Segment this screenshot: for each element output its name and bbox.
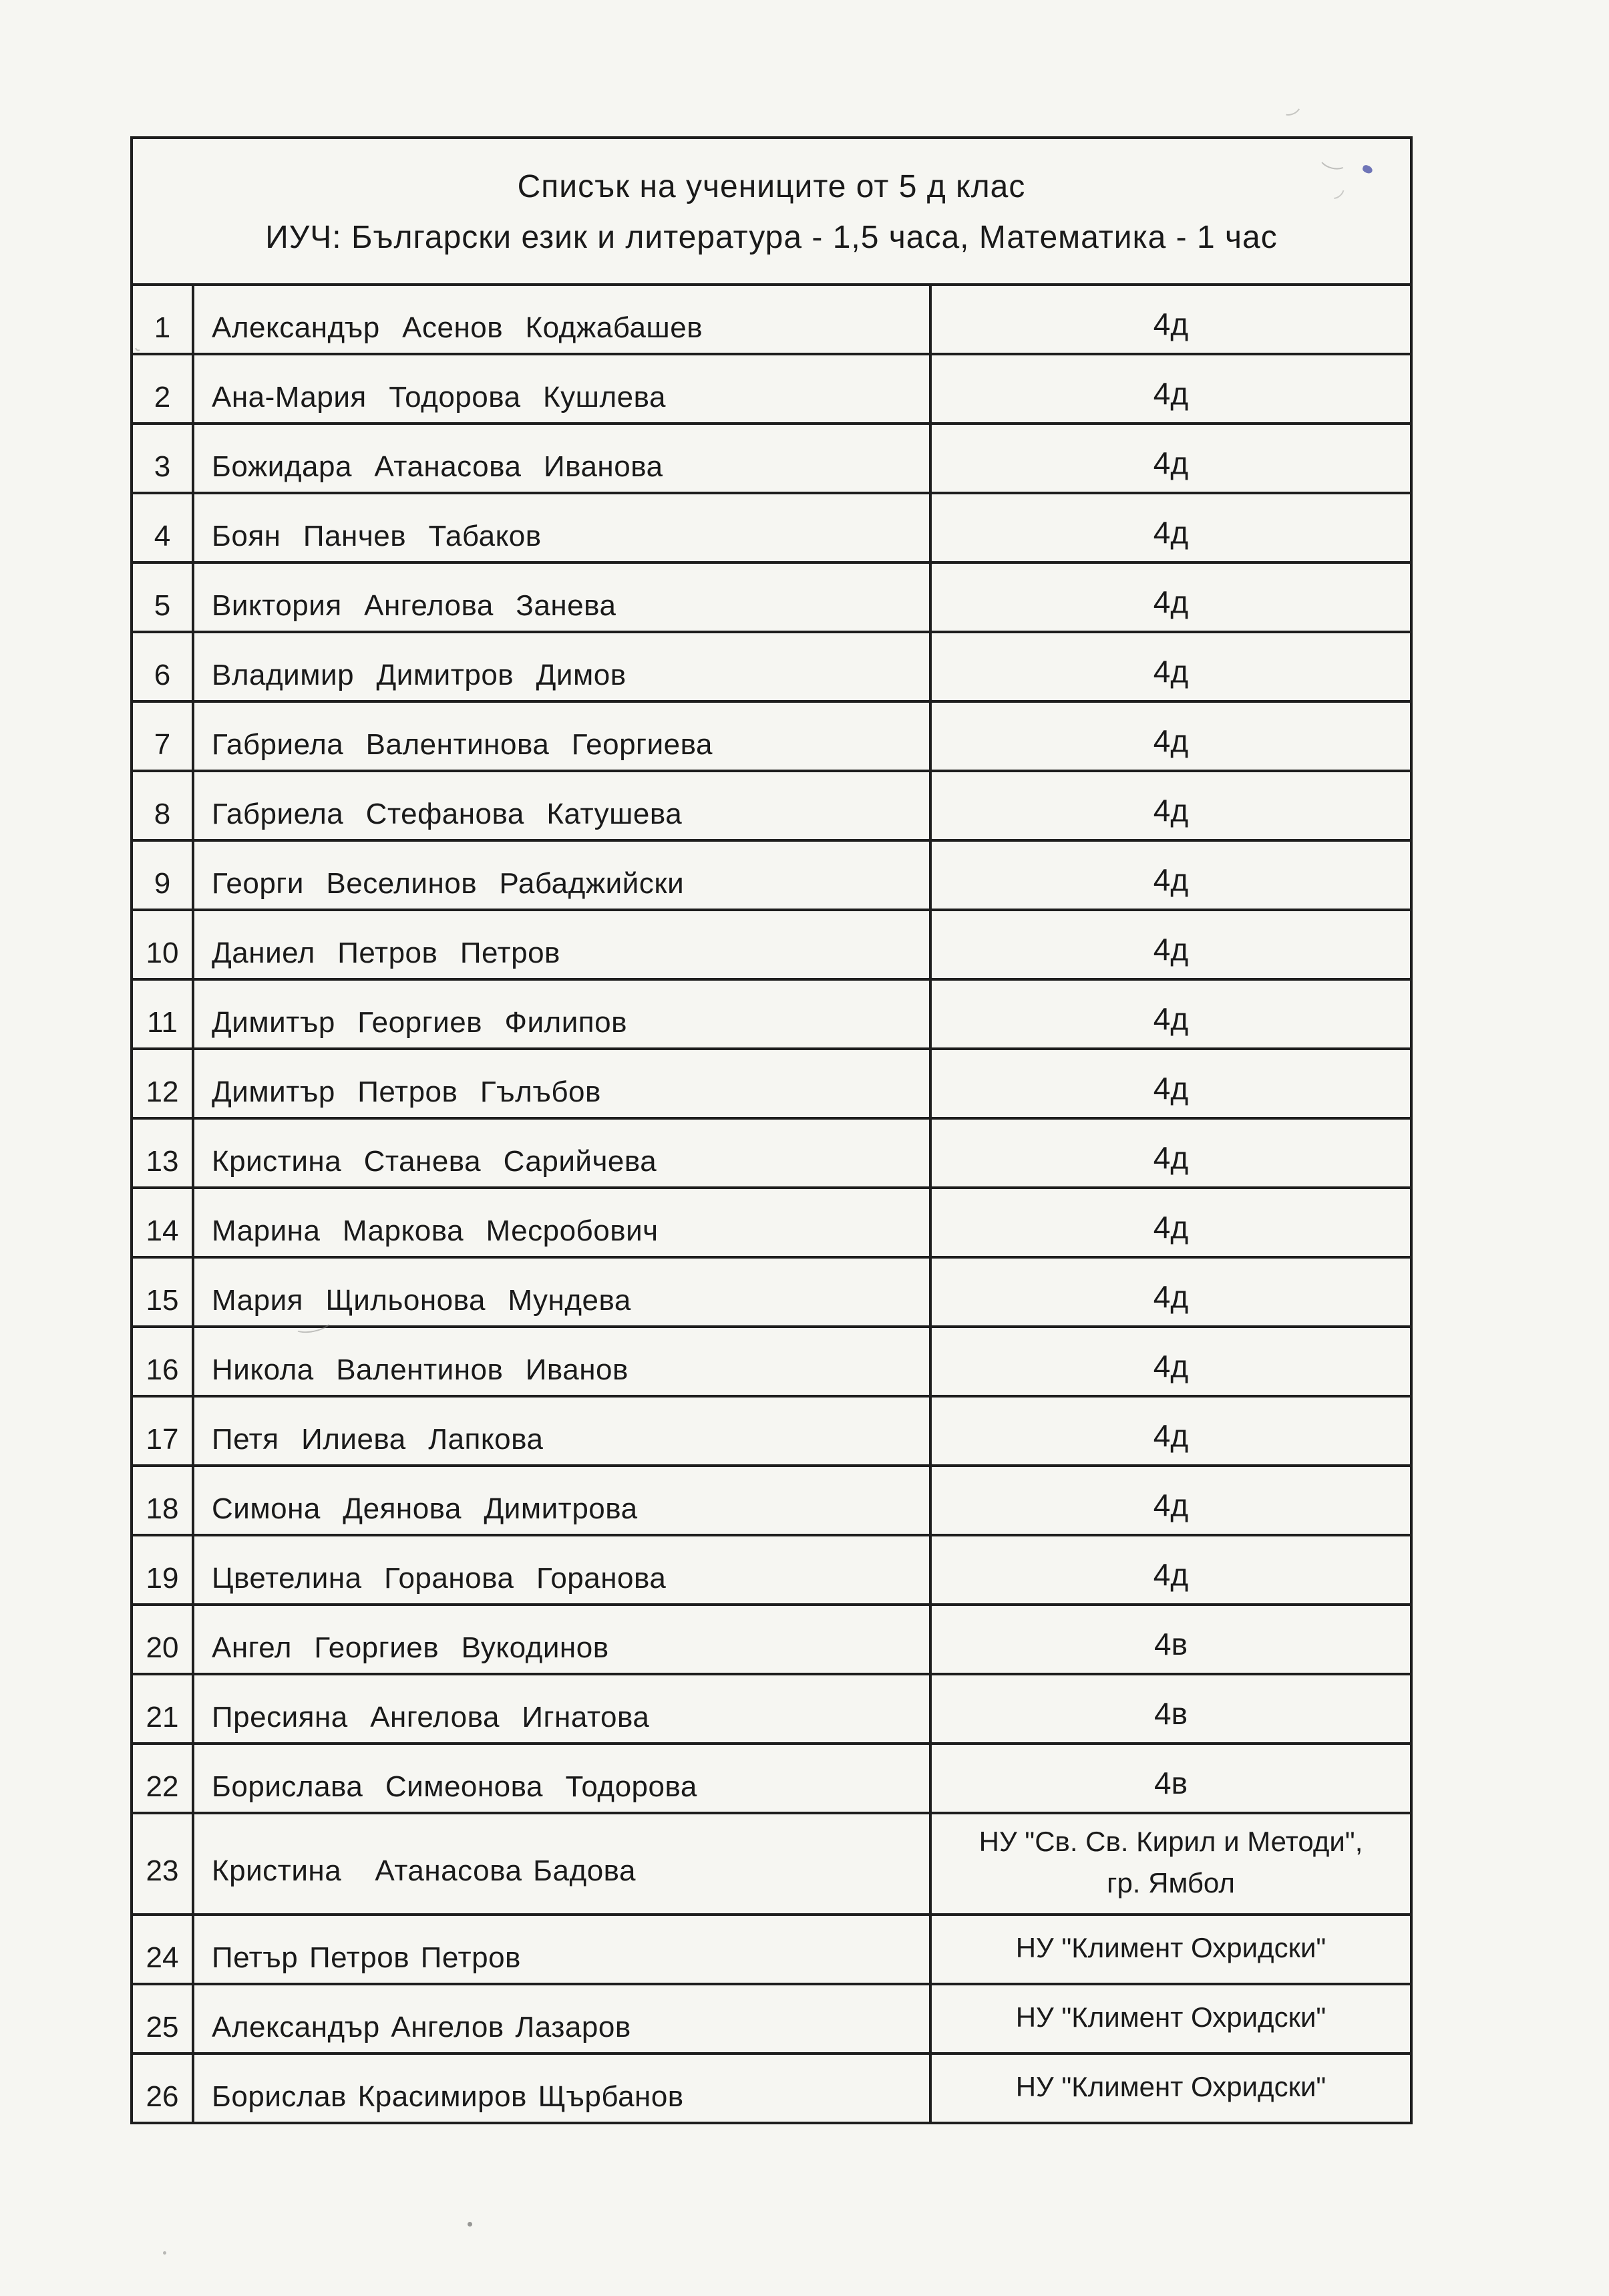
row-number: 11 (132, 979, 193, 1049)
class-or-school-line: 4д (1153, 654, 1189, 689)
row-number: 14 (132, 1188, 193, 1257)
class-or-school-line: 4д (1153, 307, 1189, 341)
class-or-school-line: 4д (1153, 862, 1189, 897)
student-name: Борислава Симеонова Тодорова (193, 1744, 930, 1813)
scan-speck (163, 2251, 166, 2255)
class-or-school (930, 1188, 1411, 1257)
table-row (132, 1466, 1411, 1535)
student-name: Кристина Атанасова Бадова (193, 1813, 930, 1915)
student-name: Божидара Атанасова Иванова (193, 424, 930, 493)
student-name: Петър Петров Петров (193, 1915, 930, 1984)
class-or-school (930, 1327, 1411, 1396)
class-or-school (930, 632, 1411, 701)
class-or-school (930, 1049, 1411, 1118)
row-number: 15 (132, 1257, 193, 1327)
student-name: Георги Веселинов Рабаджийски (193, 840, 930, 910)
student-name: Пресияна Ангелова Игнатова (193, 1674, 930, 1744)
student-name: Мария Щильонова Мундева (193, 1257, 930, 1327)
class-or-school-line: 4д (1153, 585, 1189, 619)
class-or-school-line: 4д (1153, 793, 1189, 828)
class-or-school (930, 1257, 1411, 1327)
student-name: Цветелина Горанова Горанова (193, 1535, 930, 1605)
student-name: Ангел Георгиев Вукодинов (193, 1605, 930, 1674)
class-or-school (930, 562, 1411, 632)
class-or-school-line: 4д (1153, 932, 1189, 967)
row-number: 16 (132, 1327, 193, 1396)
student-list-table (130, 136, 1413, 2124)
table-row (132, 1744, 1411, 1813)
class-or-school-line: 4в (1153, 1696, 1188, 1731)
student-name: Марина Маркова Месробович (193, 1188, 930, 1257)
class-or-school-line: 4д (1153, 1418, 1189, 1453)
table-row (132, 840, 1411, 910)
class-or-school-line: 4д (1153, 446, 1189, 480)
table-row (132, 1257, 1411, 1327)
row-number: 4 (132, 493, 193, 562)
scan-speck (468, 2222, 472, 2227)
student-name: Симона Деянова Димитрова (193, 1466, 930, 1535)
student-name: Петя Илиева Лапкова (193, 1396, 930, 1466)
table-row (132, 2054, 1411, 2123)
table-header (132, 138, 1411, 285)
row-number: 17 (132, 1396, 193, 1466)
class-or-school (930, 701, 1411, 771)
student-name: Борислав Красимиров Щърбанов (193, 2054, 930, 2123)
class-or-school (930, 910, 1411, 979)
class-or-school-line: НУ "Климент Охридски" (1015, 2001, 1326, 2033)
table-row (132, 1813, 1411, 1915)
table-row (132, 1327, 1411, 1396)
class-or-school (930, 1674, 1411, 1744)
class-or-school (930, 1535, 1411, 1605)
table-row (132, 1118, 1411, 1188)
class-or-school-line: гр. Ямбол (1107, 1867, 1235, 1899)
row-number: 22 (132, 1744, 193, 1813)
row-number: 1 (132, 285, 193, 354)
row-number: 5 (132, 562, 193, 632)
class-or-school-line: 4д (1153, 1557, 1189, 1592)
table-row (132, 1605, 1411, 1674)
class-or-school-line: 4д (1153, 1140, 1189, 1175)
row-number: 21 (132, 1674, 193, 1744)
student-name: Виктория Ангелова Занева (193, 562, 930, 632)
table-row (132, 354, 1411, 424)
class-or-school (930, 1466, 1411, 1535)
row-number: 8 (132, 771, 193, 840)
table-row (132, 910, 1411, 979)
table-row (132, 1188, 1411, 1257)
class-or-school-line: 4д (1153, 1488, 1189, 1522)
student-name: Никола Валентинов Иванов (193, 1327, 930, 1396)
class-or-school-line: 4д (1153, 1279, 1189, 1314)
student-name: Даниел Петров Петров (193, 910, 930, 979)
class-or-school (930, 771, 1411, 840)
class-or-school (930, 979, 1411, 1049)
class-or-school (930, 840, 1411, 910)
row-number: 24 (132, 1915, 193, 1984)
class-or-school-line: НУ "Св. Св. Кирил и Методи", (978, 1826, 1363, 1857)
table-row (132, 1984, 1411, 2054)
class-or-school (930, 2054, 1411, 2123)
student-name: Ана-Мария Тодорова Кушлева (193, 354, 930, 424)
student-name: Габриела Стефанова Катушева (193, 771, 930, 840)
table-row (132, 771, 1411, 840)
row-number: 18 (132, 1466, 193, 1535)
document-subtitle: ИУЧ: Български език и литература - 1,5 часа, Математика - 1 час (265, 220, 1278, 255)
table-row (132, 1674, 1411, 1744)
student-name: Габриела Валентинова Георгиева (193, 701, 930, 771)
student-name: Владимир Димитров Димов (193, 632, 930, 701)
table-row (132, 562, 1411, 632)
document-title: Списък на учениците от 5 д клас (517, 169, 1026, 204)
row-number: 25 (132, 1984, 193, 2054)
row-number: 7 (132, 701, 193, 771)
row-number: 26 (132, 2054, 193, 2123)
table-row (132, 979, 1411, 1049)
student-name: Александър Ангелов Лазаров (193, 1984, 930, 2054)
table-row (132, 424, 1411, 493)
row-number: 6 (132, 632, 193, 701)
class-or-school (930, 1396, 1411, 1466)
class-or-school-line: 4д (1153, 1349, 1189, 1383)
class-or-school-line: 4д (1153, 515, 1189, 550)
class-or-school-line: НУ "Климент Охридски" (1015, 2071, 1326, 2102)
table-row (132, 1396, 1411, 1466)
class-or-school-line: 4в (1153, 1627, 1188, 1661)
row-number: 3 (132, 424, 193, 493)
class-or-school-line: 4д (1153, 1071, 1189, 1106)
row-number: 10 (132, 910, 193, 979)
table-row (132, 701, 1411, 771)
row-number: 9 (132, 840, 193, 910)
student-name: Димитър Георгиев Филипов (193, 979, 930, 1049)
class-or-school-line: НУ "Климент Охридски" (1015, 1932, 1326, 1963)
class-or-school (930, 1984, 1411, 2054)
class-or-school (930, 493, 1411, 562)
row-number: 13 (132, 1118, 193, 1188)
student-name: Боян Панчев Табаков (193, 493, 930, 562)
class-or-school (930, 1915, 1411, 1984)
table-row (132, 285, 1411, 354)
header-row (132, 138, 1411, 285)
table-row (132, 1535, 1411, 1605)
table-row (132, 632, 1411, 701)
pencil-smudge (1279, 98, 1303, 118)
class-or-school (930, 424, 1411, 493)
class-or-school (930, 354, 1411, 424)
row-number: 12 (132, 1049, 193, 1118)
row-number: 2 (132, 354, 193, 424)
class-or-school-line: 4д (1153, 376, 1189, 411)
class-or-school (930, 1605, 1411, 1674)
table-row (132, 493, 1411, 562)
student-name: Кристина Станева Сарийчева (193, 1118, 930, 1188)
class-or-school (930, 285, 1411, 354)
row-number: 23 (132, 1813, 193, 1915)
class-or-school-line: 4д (1153, 1001, 1189, 1036)
student-name: Димитър Петров Гълъбов (193, 1049, 930, 1118)
row-number: 20 (132, 1605, 193, 1674)
class-or-school (930, 1118, 1411, 1188)
table-row (132, 1049, 1411, 1118)
student-name: Александър Асенов Коджабашев (193, 285, 930, 354)
class-or-school-line: 4в (1153, 1766, 1188, 1800)
class-or-school (930, 1813, 1411, 1915)
class-or-school (930, 1744, 1411, 1813)
class-or-school-line: 4д (1153, 1210, 1189, 1245)
row-number: 19 (132, 1535, 193, 1605)
class-or-school-line: 4д (1153, 723, 1189, 758)
table-row (132, 1915, 1411, 1984)
